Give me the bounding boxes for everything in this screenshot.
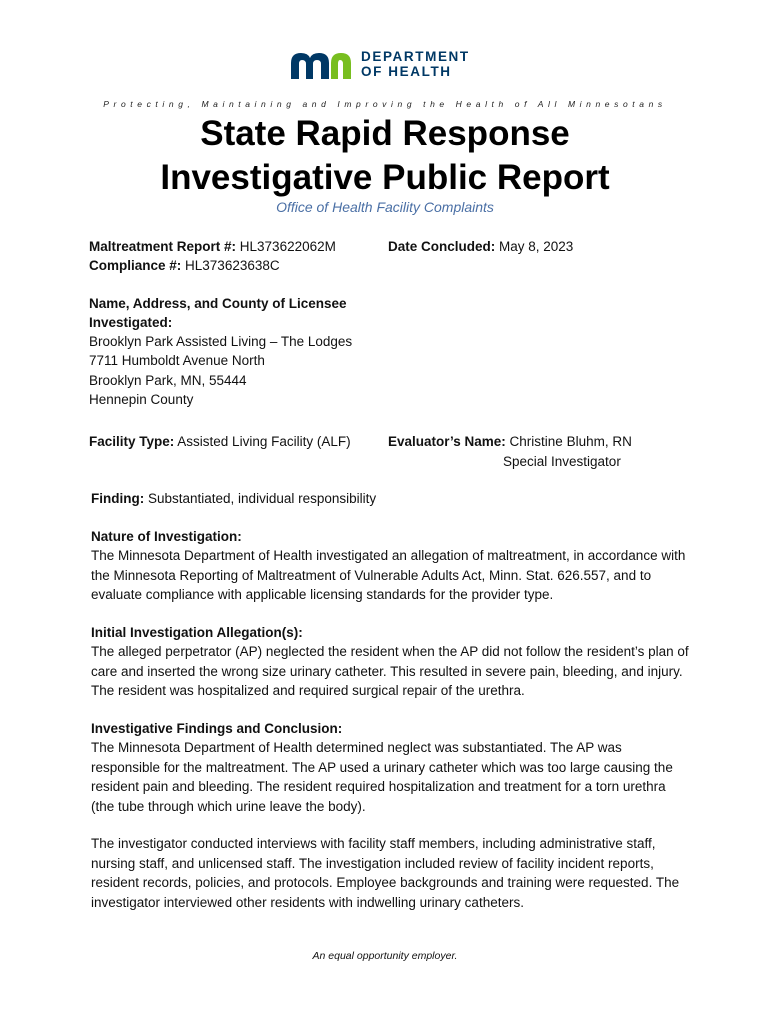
- evaluator-name: [388, 432, 632, 452]
- licensee-name: Brooklyn Park Assisted Living – The Lodges: [89, 334, 353, 349]
- allegation-heading: Initial Investigation Allegation(s):: [91, 625, 303, 640]
- licensee-county: Hennepin County: [89, 392, 194, 407]
- maltreatment-value: HL373622062M: [236, 239, 336, 254]
- licensee-heading-line2: Investigated:: [89, 315, 173, 330]
- compliance-number: [89, 256, 280, 276]
- report-title-line1: State Rapid Response: [200, 114, 570, 153]
- logo-text-department: DEPARTMENT: [361, 49, 470, 64]
- allegation-text: The alleged perpetrator (AP) neglected the resident when the AP did not follow the resident’s plan of care and inserted the wrong size urinary catheter. This resulted in severe pain, bleeding, and injury. The resident was hospitalized and required surgical repair of the urethra.: [91, 644, 689, 698]
- evaluator-label: Evaluator’s Name:: [388, 434, 506, 449]
- footer-equal-opportunity: An equal opportunity employer.: [312, 950, 458, 962]
- maltreatment-report-number: [89, 237, 336, 257]
- licensee-street: 7711 Humboldt Avenue North: [89, 353, 265, 368]
- findings-heading: Investigative Findings and Conclusion:: [91, 721, 343, 736]
- report-subtitle: Office of Health Facility Complaints: [276, 199, 494, 215]
- finding-value: Substantiated, individual responsibility: [144, 491, 377, 506]
- finding: [91, 489, 376, 509]
- findings-text: The Minnesota Department of Health determined neglect was substantiated. The AP was responsible for the maltreatment. The AP used a urinary catheter which was too large causing the resident pain and bleeding. The resident required hospitalization and treatment for a torn urethra (the tube through which urine leave the body).: [91, 740, 673, 814]
- compliance-value: HL373623638C: [181, 258, 280, 273]
- facility-type-label: Facility Type:: [89, 434, 175, 449]
- interviews-text: The investigator conducted interviews with facility staff members, including administrative staff, nursing staff, and unlicensed staff. The investigation included review of facility incident reports, resident records, policies, and protocols. Employee backgrounds and training were requested. The investigator interviewed other residents with indwelling urinary catheters.: [91, 836, 680, 910]
- facility-type: [89, 432, 351, 452]
- date-concluded: [388, 237, 573, 257]
- evaluator-title: Special Investigator: [503, 454, 621, 469]
- mn-logo-icon: [291, 51, 355, 79]
- logo-text-of-health: OF HEALTH: [361, 64, 452, 79]
- mdh-logo: [291, 50, 491, 80]
- tagline: Protecting, Maintaining and Improving the Health of All Minnesotans: [103, 99, 667, 109]
- compliance-label: Compliance #:: [89, 258, 182, 273]
- licensee-city: Brooklyn Park, MN, 55444: [89, 373, 247, 388]
- finding-label: Finding:: [91, 491, 145, 506]
- facility-type-value: Assisted Living Facility (ALF): [174, 434, 351, 449]
- date-label: Date Concluded:: [388, 239, 496, 254]
- date-value: May 8, 2023: [495, 239, 574, 254]
- licensee-heading-line1: Name, Address, and County of Licensee: [89, 296, 347, 311]
- evaluator-value: Christine Bluhm, RN: [505, 434, 632, 449]
- maltreatment-label: Maltreatment Report #:: [89, 239, 237, 254]
- nature-heading: Nature of Investigation:: [91, 529, 242, 544]
- nature-text: The Minnesota Department of Health investigated an allegation of maltreatment, in accordance with the Minnesota Reporting of Maltreatment of Vulnerable Adults Act, Minn. Stat. 626.557, and to evaluate compliance with applicable licensing standards for the provider type.: [91, 548, 686, 602]
- report-title-line2: Investigative Public Report: [160, 158, 610, 197]
